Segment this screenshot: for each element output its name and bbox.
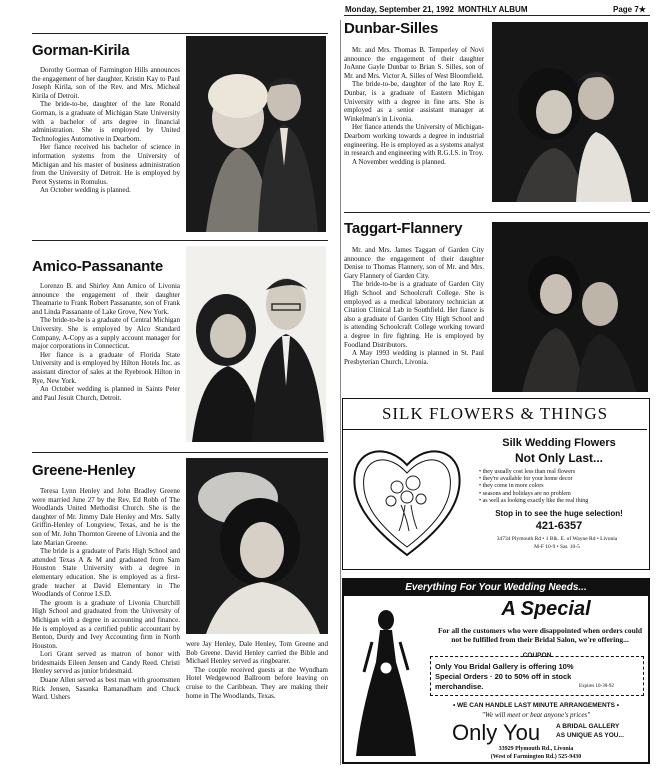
- coupon-label: COUPON: [522, 652, 552, 659]
- paragraph: Lori Grant served as matron of honor with bridesmaids Eileen Jensen and Candy Reed. Christi Henley served as junior bridesmaid.: [32, 650, 180, 676]
- headline-greene-henley: Greene-Henley: [32, 462, 136, 479]
- page-number: Page 7★: [613, 5, 646, 14]
- headline-dunbar-silles: Dunbar-Silles: [344, 20, 439, 37]
- bride-gown-icon: [350, 606, 420, 758]
- ad-silk-cta: Stop in to see the huge selection!: [495, 509, 623, 518]
- section-rule: [344, 212, 650, 213]
- article-greene-henley: [32, 487, 180, 702]
- headline-gorman-kirila: Gorman-Kirila: [32, 42, 130, 59]
- heart-bouquet-icon: [347, 435, 467, 563]
- paragraph: Her fiance attends the University of Michigan-Dearborn working towards a degree in industrial engineering. He is employed as a systems analyst in research and engineering with R.G.I.S. in Troy.: [344, 123, 484, 158]
- header-rule: [344, 15, 650, 16]
- article-greene-henley-continued: [186, 640, 328, 700]
- article-dunbar-silles: [344, 46, 484, 166]
- paragraph: Dorothy Gorman of Farmington Hills announces the engagement of her daughter, Kristin Kay to Paul Joseph Kirila, son of the Rev. and Mrs. Micheal Kirila of Detroit.: [32, 66, 180, 100]
- ad-only-you-brand: Only You: [452, 720, 541, 745]
- top-rule: [32, 33, 328, 34]
- coupon-line: merchandise.: [435, 682, 484, 691]
- photo-dunbar-silles: [492, 22, 648, 202]
- paragraph: The bride-to-be, daughter of the late Roy E. Dunbar, is a graduate of Eastern Michigan University with a degree in fine arts. She is employed as a senior assistant manager at Winkelman's in Livonia.: [344, 80, 484, 123]
- paragraph: The bride-to-be is a graduate of Central Michigan University. She is employed by Alco Standard Company, A-Copy as a supply account manager for major corporations in Connecticut.: [32, 316, 180, 351]
- ad-only-you-phone: (West of Farmington Rd.) 525-9430: [490, 754, 582, 760]
- photo-amico-passanante: [186, 246, 326, 442]
- headline-amico-passanante: Amico-Passanante: [32, 258, 164, 275]
- photo-greene-henley: [186, 458, 328, 634]
- ad-only-you-intro: For all the customers who were disappointed when orders could not be fulfilled from their Bridal Salon, we're offering...: [437, 626, 643, 644]
- paragraph: An October wedding is planned in Saints Peter and Paul Jesuit Church, Detroit.: [32, 385, 180, 402]
- headline-taggart-flannery: Taggart-Flannery: [344, 220, 463, 237]
- paragraph: A May 1993 wedding is planned in St. Paul Presbyterian Church, Livonia.: [344, 349, 484, 366]
- ad-only-you-address: 33929 Plymouth Rd., Livonia: [498, 746, 574, 752]
- paragraph: The couple received guests at the Wyndham Hotel Wedgewood Ballroom before leaving on cruise to the Caribbean. They are making their home in The Woodlands, Texas.: [186, 665, 328, 700]
- article-gorman-kirila: [32, 66, 180, 195]
- ad-silk-hours: M-F 10-9 • Sat. 10-5: [534, 544, 580, 550]
- bullet-item: • they usually cost less than real flowers: [479, 469, 576, 475]
- section-rule: [32, 240, 328, 241]
- ad-only-you: [342, 578, 650, 764]
- article-amico-passanante: [32, 282, 180, 402]
- paragraph: Teresa Lynn Henley and John Bradley Greene were married June 27 by the Rev. Ed Robb of The Woodlands United Methodist Church. She is the daughter of Mr. Jimmy Dale Henley and Mrs. Sally Griffin-Henley of Longview, Texas, and he is the son of Mr. John Thornton Greene of Livonia and the late Marian Greene.: [32, 487, 180, 547]
- article-taggart-flannery: [344, 246, 484, 366]
- ad-silk-bullets: [479, 469, 643, 505]
- section-rule: [32, 452, 328, 453]
- paragraph: Her fiance received his bachelor of science in information systems from the University of Michigan and his master of business administration from the University of Detroit. He is employed by Perot Systems in Romulus.: [32, 143, 180, 186]
- paragraph: Lorenzo B. and Shirley Ann Amico of Livonia announce the engagement of their daughter Theamarie to Frank Robert Passanante, son of Frank and Linda Passanante of Lake Grove, New York.: [32, 282, 180, 316]
- section-name: MONTHLY ALBUM: [458, 5, 528, 14]
- ad-only-you-brand-sub: AS UNIQUE AS YOU...: [556, 732, 624, 739]
- paragraph: The bride-to-be, daughter of the late Ronald Gorman, is a graduate of Michigan State University with a bachelor of arts degree in financial administration. She is employed by United Technologies Automotive in Dearborn.: [32, 100, 180, 143]
- bullet-item: • seasons and holidays are no problem: [479, 490, 571, 497]
- ad-silk-phone: 421-6357: [535, 520, 583, 532]
- paragraph: The groom is a graduate of Livonia Churchill High School and graduated from the University of Michigan with a degree in accounting and finance. He is employed as a certified public accountant by Benton, Durdy and Ivey Accounting firm in North Houston.: [32, 598, 180, 650]
- ad-only-you-title: A Special: [501, 598, 591, 620]
- paragraph: Mr. and Mrs. James Taggart of Garden City announce the engagement of their daughter Denise to Thomas Flannery, son of Mr. and Mrs. Gary Flannery of Garden City.: [344, 246, 484, 280]
- ad-only-you-last-minute: • WE CAN HANDLE LAST MINUTE ARRANGEMENTS •: [452, 702, 620, 709]
- paragraph: Duane Allen served as best man with groomsmen Rick Jensen, Sasanka Ramanadham and Chuck Ward. Ushers: [32, 676, 180, 702]
- ad-silk-heading1: Silk Wedding Flowers: [502, 437, 616, 449]
- paragraph: Her fiance is a graduate of Florida State University and is employed by Hilton Hotels Inc. as assistant director of sales at the Ryebrook Hilton in Rye, New York.: [32, 350, 180, 385]
- paragraph: The bride-to-be is a graduate of Garden City High School and Schoolcraft College. She is employed as a medical laboratory technician at Citation Clinical Lab in Southfield. Her fiance is also a graduate of Garden City High School and is attending Schoolcraft College working toward a degree in fire fighting. He is employed by Foodland Distributors.: [344, 280, 484, 349]
- coupon-line: Special Orders · 20 to 50% off in stock: [435, 672, 572, 681]
- paragraph: were Jay Henley, Dale Henley, Tom Greene and Bob Greene. David Henley carried the Bible and Michael Henley served as ringbearer.: [186, 640, 328, 666]
- issue-date: Monday, September 21, 1992: [345, 5, 454, 14]
- paragraph: Mr. and Mrs. Thomas B. Temperley of Novi announce the engagement of their daughter JoAnne Gayle Dunbar to Brian S. Silles, son of Mr. and Mrs. Victor A. Silles of West Bloomfield.: [344, 46, 484, 80]
- ad-silk-title-bar: [343, 399, 647, 430]
- ad-silk-heading2: Not Only Last...: [514, 451, 603, 465]
- bullet-item: • as well as looking exactly like the real thing: [479, 497, 589, 504]
- photo-taggart-flannery: [492, 222, 648, 392]
- ad-only-you-tagline: "We will meet or beat anyone's prices": [481, 711, 591, 719]
- paragraph: A November wedding is planned.: [352, 157, 446, 166]
- paragraph: An October wedding is planned.: [40, 186, 131, 195]
- coupon-expires: Expires 10-30-92: [579, 684, 614, 689]
- ad-only-you-brand-sub: A BRIDAL GALLERY: [556, 723, 620, 730]
- coupon-line: Only You Bridal Gallery is offering 10%: [435, 662, 574, 671]
- ad-silk-title: SILK FLOWERS & THINGS: [381, 404, 609, 423]
- paragraph: The bride is a graduate of Paris High School and attended Texas A & M and graduated from Sam Houston State University with a degree in elementary education. She is employed as a first-grade teacher at David Elementary in The Woodlands of Conroe I.S.D.: [32, 547, 180, 599]
- column-divider: [340, 20, 341, 765]
- coupon: [430, 652, 644, 696]
- ad-only-you-banner: [344, 580, 648, 596]
- ad-silk-address: 34734 Plymouth Rd • 1 Blk. E. of Wayne Rd • Livonia: [496, 536, 618, 542]
- photo-gorman-kirila: [186, 36, 326, 232]
- bullet-item: • they come in more colors: [479, 483, 544, 490]
- bullet-item: • they're available for your home decor: [479, 476, 573, 483]
- ad-silk-flowers: [342, 398, 650, 570]
- ad-only-you-banner-text: Everything For Your Wedding Needs...: [405, 582, 587, 593]
